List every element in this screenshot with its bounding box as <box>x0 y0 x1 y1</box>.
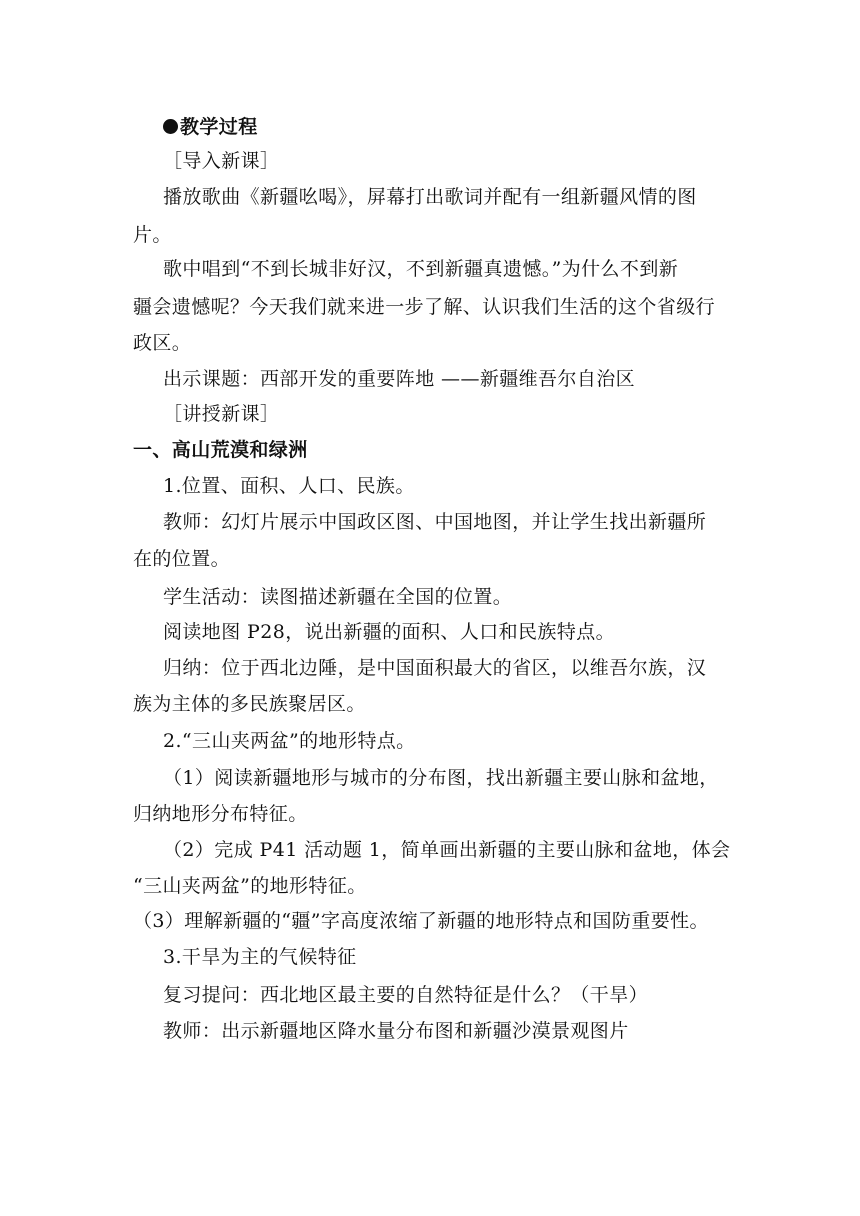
intro-paragraph-3: 出示课题：西部开发的重要阵地 ——新疆维吾尔自治区 <box>163 368 636 390</box>
intro-paragraph-2-line-2: 疆会遗憾呢？今天我们就来进一步了解、认识我们生活的这个省级行 <box>133 296 716 318</box>
part1-heading: 一、高山荒漠和绿洲 <box>133 439 308 461</box>
item1-teacher-line-1: 教师：幻灯片展示中国政区图、中国地图，并让学生找出新疆所 <box>163 511 707 533</box>
intro-paragraph-1-line-1: 播放歌曲《新疆吆喝》，屏幕打出歌词并配有一组新疆风情的图 <box>163 186 697 208</box>
item1-title: 1.位置、面积、人口、民族。 <box>163 475 415 497</box>
bracket-teach: ［讲授新课］ <box>163 403 280 425</box>
item3-teacher: 教师：出示新疆地区降水量分布图和新疆沙漠景观图片 <box>163 1020 629 1042</box>
item2-sub3: （3）理解新疆的“疆”字高度浓缩了新疆的地形特点和国防重要性。 <box>133 910 709 932</box>
item2-sub2-line-2: “三山夹两盆”的地形特征。 <box>133 875 367 897</box>
intro-paragraph-2-line-3: 政区。 <box>133 332 192 354</box>
bracket-intro: ［导入新课］ <box>163 150 280 172</box>
section-heading-text: 教学过程 <box>180 116 258 138</box>
item1-summary-line-2: 族为主体的多民族聚居区。 <box>133 693 366 715</box>
intro-paragraph-2-line-1: 歌中唱到“不到长城非好汉，不到新疆真遗憾。”为什么不到新 <box>163 258 679 280</box>
bullet-icon <box>163 119 178 134</box>
item1-read-map: 阅读地图 P28，说出新疆的面积、人口和民族特点。 <box>163 621 616 643</box>
item2-sub1-line-2: 归纳地形分布特征。 <box>133 803 308 825</box>
item2-sub1-line-1: （1）阅读新疆地形与城市的分布图，找出新疆主要山脉和盆地， <box>163 767 719 789</box>
item1-teacher-line-2: 在的位置。 <box>133 548 231 570</box>
section-heading <box>163 113 860 141</box>
item3-review-question: 复习提问：西北地区最主要的自然特征是什么？（干旱） <box>163 984 649 1006</box>
item1-summary-line-1: 归纳：位于西北边陲，是中国面积最大的省区，以维吾尔族，汉 <box>163 657 707 679</box>
item2-title: 2.“三山夹两盆”的地形特点。 <box>163 730 416 752</box>
item1-student-activity: 学生活动：读图描述新疆在全国的位置。 <box>163 586 513 608</box>
item3-title: 3.干旱为主的气候特征 <box>163 946 357 968</box>
intro-paragraph-1-line-2: 片。 <box>133 224 172 246</box>
item2-sub2-line-1: （2）完成 P41 活动题 1，简单画出新疆的主要山脉和盆地，体会 <box>163 839 731 861</box>
